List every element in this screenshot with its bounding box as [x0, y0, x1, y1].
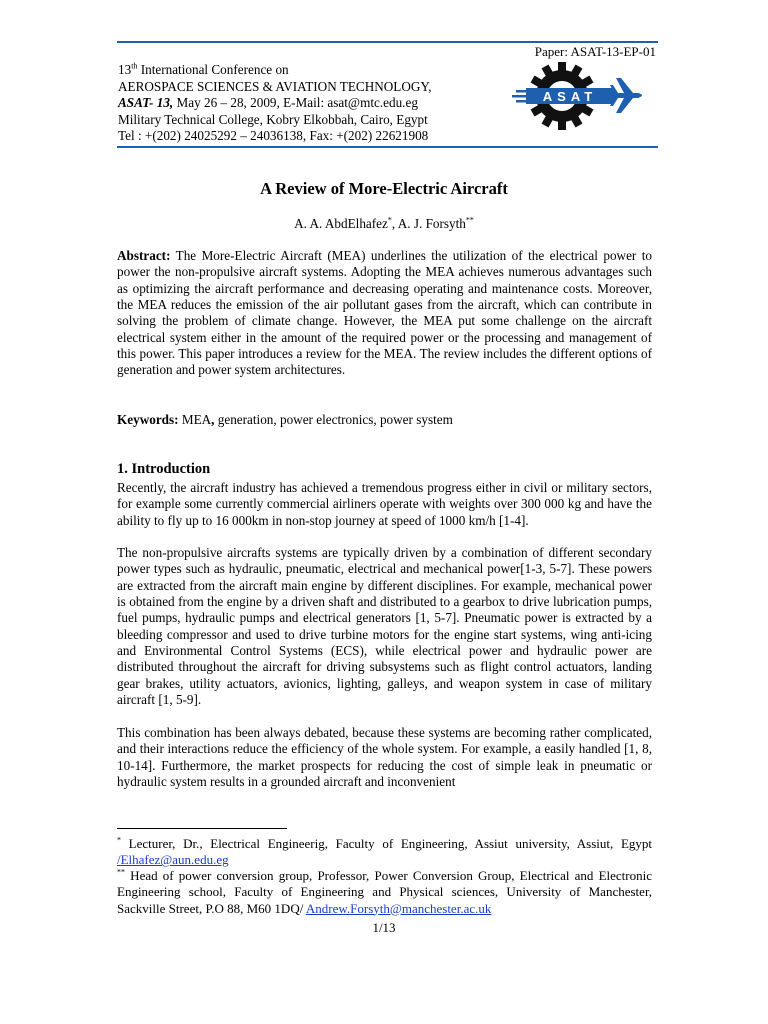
conference-line-3: ASAT- 13, May 26 – 28, 2009, E-Mail: asat@mtc.edu.eg	[118, 95, 418, 110]
footnote-rule	[117, 828, 287, 829]
abstract: Abstract: The More-Electric Aircraft (MEA) underlines the utilization of the electrical power to power the non-propulsive aircraft systems. Adopting the MEA achieves numerous advantages such as optimizing the aircraft performance and decreasing operating and maintenance costs. Moreover, the MEA reduces the emission of the air pollutant gases from the aircraft, which can contribute in solving the problem of climate change. However, the MEA put some challenge on the aircraft electrical system either in the amount of the required power or the processing and management of this power. This paper introduces a review for the MEA. The review includes the different options of generation and power system architectures.	[117, 248, 652, 378]
footnote-2-email-link[interactable]: Andrew.Forsyth@manchester.ac.uk	[305, 900, 492, 916]
footnote-2: ** Head of power conversion group, Professor, Power Conversion Group, Electrical and Electronic Engineering school, Faculty of Engineering and Physical sciences, University of Manchester, Sackville Street, P.O 88, M60 1DQ/ Andrew.Forsyth@manchester.ac.uk	[117, 867, 652, 916]
header-top-rule	[117, 41, 658, 43]
conference-line-4: Military Technical College, Kobry Elkobbah, Cairo, Egypt	[118, 111, 428, 127]
paper-title: A Review of More-Electric Aircraft	[260, 179, 508, 198]
header-bottom-rule	[117, 146, 658, 148]
paper-id: Paper: ASAT-13-EP-01	[534, 44, 656, 59]
footnote-1-email-link[interactable]: /Elhafez@aun.edu.eg	[117, 852, 229, 868]
airplane-icon	[610, 78, 642, 113]
conference-info	[118, 62, 432, 145]
page-number: 1/13	[372, 920, 396, 935]
intro-paragraph-1: Recently, the aircraft industry has achieved a tremendous progress either in civil or military sectors, for example some currently commercial airliners operate with weights over 300 000 kg and have the ability to fly up to 16 000km in non-stop journey at speed of 1000 km/h [1-4].	[117, 480, 652, 528]
footnote-1: * Lecturer, Dr., Electrical Engineerig, Faculty of Engineering, Assiut university, Assiut, Egypt /Elhafez@aun.edu.eg	[117, 835, 652, 868]
conference-line-5: Tel : +(202) 24025292 – 24036138, Fax: +(202) 22621908	[118, 128, 429, 143]
conference-line-2: AEROSPACE SCIENCES & AVIATION TECHNOLOGY,	[118, 78, 432, 94]
paper-authors: A. A. AbdElhafez*, A. J. Forsyth**	[294, 215, 474, 231]
asat-logo	[512, 62, 650, 134]
intro-paragraph-3: This combination has been always debated, because these systems are becoming rather complicated, and their interactions reduce the efficiency of the whole system. For example, a easily handled [1, 8, 10-14]. Furthermore, the market prospects for reducing the cost of simple leak in pneumatic or hydraulic system results in a grounded aircraft and inconvenient	[117, 725, 652, 790]
section-heading-introduction: 1. Introduction	[117, 461, 211, 477]
keywords: Keywords: MEA, generation, power electronics, power system	[117, 412, 453, 427]
conference-line-1: 13th International Conference on	[118, 61, 289, 77]
logo-text: ASAT	[542, 89, 598, 104]
intro-paragraph-2: The non-propulsive aircrafts systems are typically driven by a combination of different secondary power types such as hydraulic, pneumatic, electrical and mechanical power[1-3, 5-7]. These powers are extracted from the aircraft main engine by different disciplines. For example, mechanical power is obtained from the engine by a driven shaft and distributed to a gearbox to drive lubrication pumps, fuel pumps, hydraulic pumps and electrical generators [1, 5-7]. Pneumatic power is extracted by a bleeding compressor and used to drive turbine motors for the engine start systems, wing anti-icing and Environmental Control Systems (ECS), while electrical power and hydraulic power are distributed throughout the aircraft for driving subsystems such as flight control actuators, landing gear brakes, utility actuators, avionics, lighting, galleys, and weapon system in case of military aircraft [1, 5-9].	[117, 545, 652, 708]
